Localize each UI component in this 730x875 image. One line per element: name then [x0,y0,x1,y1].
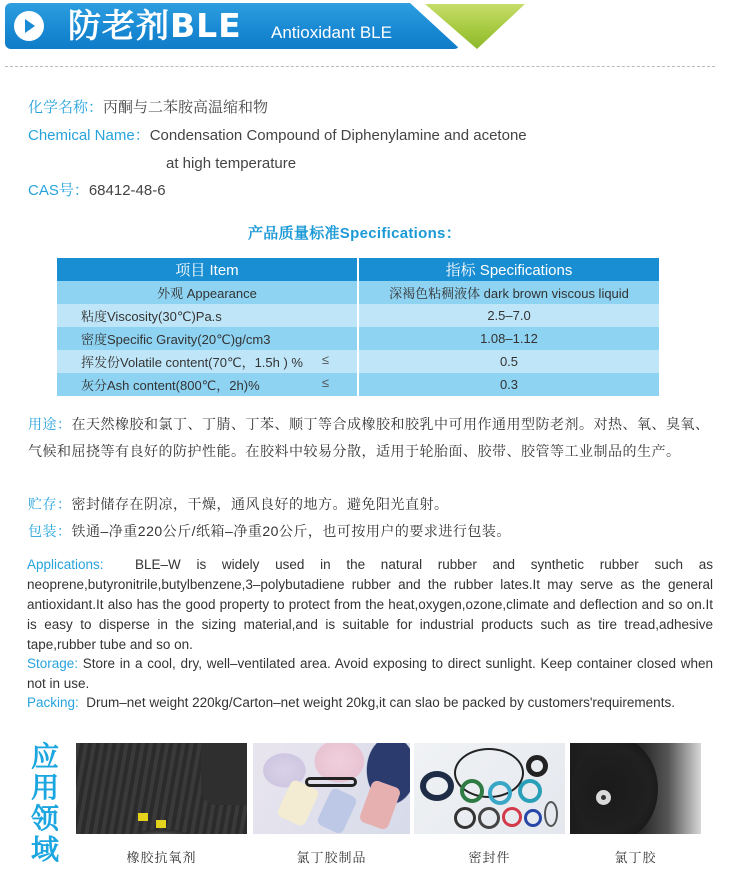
title-banner [5,3,525,49]
packing-cn-label: 包装： [28,523,72,539]
chemical-name-cn [28,99,268,117]
packing-en-text: Drum–net weight 220kg/Carton–net weight 20kg,it can slao be packed by customers'requirements. [86,695,675,710]
storage-cn-text: 密封储存在阴凉，干燥，通风良好的地方。避免阳光直射。 [71,496,449,512]
table-row [57,281,660,304]
seal-ring [502,807,522,827]
cas-label: CAS号： [28,182,89,199]
seal-ring [544,801,558,827]
title-char: 域 [30,834,59,865]
seal-ring [478,807,500,829]
packing-en [27,693,713,713]
belt-roll [572,743,658,834]
chemical-name-cn-value: 丙酮与二苯胺高温缩和物 [103,99,269,116]
seal-ring [526,755,548,777]
page-title: 防老剂BLE [68,6,242,45]
packing-cn [28,518,718,545]
value-cell: 深褐色粘稠液体 dark brown viscous liquid [358,281,660,304]
swim-caps-goggles-photo [253,743,410,834]
item-cell [57,350,358,373]
applications-en-text: BLE–W is widely used in the natural rubber and synthetic rubber such as neoprene,butyronitrile,butylbenzene,3–polybutadiene rubber and the rubber lates.It may serve as the general antioxidant.It also has the good property to protect from the heat,oxygen,ozone,climate and deflection and so on.It is easy to disperse in the sizing material,and is suitable for industrial products such as tire tread,adhesive tape,rubber tube and so on. [27,557,713,652]
table-row [57,327,660,350]
item-label: 灰分Ash content(800℃，2h)% [81,378,260,393]
storage-en-label: Storage: [27,656,79,671]
seal-ring [524,809,542,827]
storage-en [27,654,713,694]
value-cell: 1.08–1.12 [358,327,660,350]
table-row [57,304,660,327]
chemical-name-en [28,127,527,145]
photo-caption: 氯丁胶 [614,850,657,865]
roll-core [596,790,611,805]
cap-shape [358,779,401,831]
less-equal-sign: ≤ [321,352,329,367]
specifications-title: 产品质量标准Specifications： [248,225,461,242]
packing-cn-text: 铁通–净重220公斤/纸箱–净重20公斤，也可按用户的要求进行包装。 [71,523,511,539]
packing-en-label: Packing: [27,695,79,710]
table-row [57,373,660,396]
cas-number [28,182,166,200]
less-equal-sign: ≤ [321,375,329,390]
storage-en-text: Store in a cool, dry, well–ventilated area. Avoid exposing to direct sunlight. Keep container closed when not in use. [27,656,713,691]
item-cell [57,373,358,396]
chemical-name-en-label: Chemical Name： [28,127,150,144]
application-fields-title [28,741,62,865]
goggles-shape [305,777,357,787]
item-cell: 密度Specific Gravity(20℃)g/cm3 [57,327,358,350]
chemical-name-cn-label: 化学名称： [28,99,104,116]
photo-caption: 氯丁胶制品 [296,850,367,865]
value-cell: 0.3 [358,373,660,396]
page-subtitle: Antioxidant BLE [271,23,392,42]
usage-cn-label: 用途： [28,416,72,432]
seal-ring [518,779,542,803]
seal-ring [488,781,512,805]
title-char: 领 [30,803,59,834]
chemical-name-en-line2: at high temperature [166,155,297,172]
table-header-row [57,258,660,281]
chemical-name-en-value: Condensation Compound of Diphenylamine and acetone [149,127,527,144]
usage-cn [28,411,718,465]
cas-value: 68412-48-6 [88,182,166,199]
title-char: 用 [30,772,59,803]
value-cell: 0.5 [358,350,660,373]
car-tire-photo [76,743,247,834]
specifications-table [57,258,661,396]
applications-en [27,555,713,655]
column-header-specifications: 指标 Specifications [358,258,660,281]
item-cell: 外观 Appearance [57,281,358,304]
photo-caption: 橡胶抗氧剂 [126,850,197,865]
dashed-divider [5,66,715,67]
cap-shape [316,787,358,834]
usage-cn-text: 在天然橡胶和氯丁、丁腈、丁苯、顺丁等合成橡胶和胶乳中可用作通用型防老剂。对热、氧、臭氧、气候和屈挠等有良好的防护性能。在胶料中较易分散，适用于轮胎面、胶带、胶管等工业制品的生产。 [28,416,710,459]
seal-ring [420,771,454,801]
title-char: 应 [30,741,59,772]
brake-caliper [138,813,148,821]
item-cell: 粘度Viscosity(30℃)Pa.s [57,304,358,327]
storage-cn-label: 贮存： [28,496,72,512]
conveyor-belt-roll-photo [570,743,701,834]
seal-ring [460,779,484,803]
brake-caliper [156,820,166,828]
storage-cn [28,491,718,518]
seal-ring [454,807,476,829]
item-label: 挥发份Volatile content(70℃，1.5h ) % [81,355,303,370]
table-row [57,350,660,373]
rubber-seals-photo [414,743,565,834]
value-cell: 2.5–7.0 [358,304,660,327]
play-arrow-circle-icon [14,11,44,41]
applications-en-label: Applications: [27,557,104,572]
photo-caption: 密封件 [468,850,511,865]
column-header-item: 项目 Item [57,258,358,281]
